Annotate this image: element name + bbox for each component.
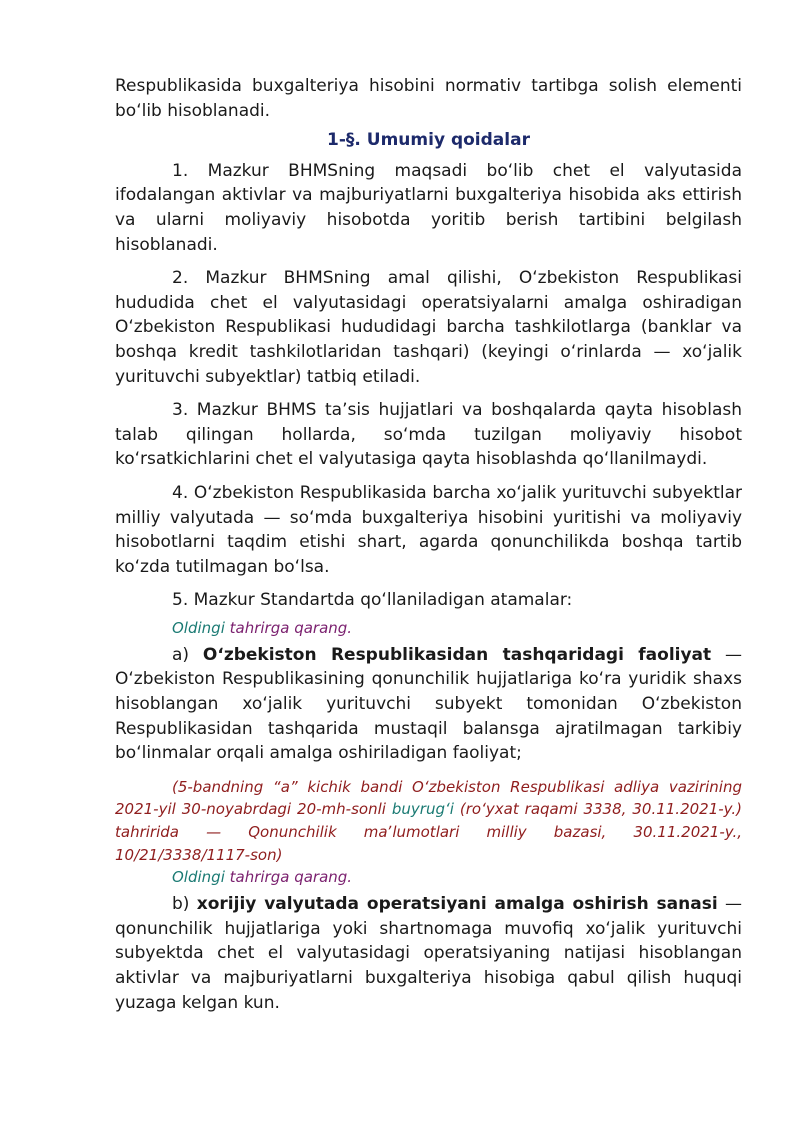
previous-word[interactable]: Oldingi bbox=[172, 618, 225, 637]
amendment-note bbox=[115, 776, 742, 866]
paragraph-5: 5. Mazkur Standartda qoʻllaniladigan atamalar: bbox=[172, 590, 573, 611]
previous-edition-link-2[interactable] bbox=[115, 866, 742, 888]
paragraph-1: 1. Mazkur BHMSning maqsadi boʻlib chet el valyutasida ifodalangan aktivlar va majburiyatlarni buxgalteriya hisobida aks ettirish va ularni moliyaviy hisobotda yoritib berish tartibini belgilash hisoblanadi. bbox=[115, 160, 742, 255]
order-link[interactable]: buyrugʻi bbox=[391, 800, 454, 819]
previous-word[interactable]: Oldingi bbox=[172, 868, 225, 887]
intro-paragraph: Respublikasida buxgalteriya hisobini normativ tartibga solish elementi boʻlib hisoblanadi. bbox=[115, 76, 742, 121]
edition-link-text[interactable]: tahrirga qarang. bbox=[229, 618, 353, 637]
item-a-marker: a) bbox=[172, 644, 190, 665]
paragraph-3: 3. Mazkur BHMS taʼsis hujjatlari va boshqalarda qayta hisoblash talab qilingan hollarda, soʻmda tuzilgan moliyaviy hisobot koʻrsatkichlarini chet el valyutasiga qayta hisoblashda qoʻllanilmaydi. bbox=[115, 400, 742, 470]
paragraph-2: 2. Mazkur BHMSning amal qilishi, Oʻzbekiston Respublikasi hududida chet el valyutasidagi operatsiyalarni amalga oshiradigan Oʻzbekiston Respublikasi hududidagi barcha tashkilotlarga (banklar va boshqa kredit tashkilotlaridan tashqari) (keyingi oʻrinlarda — xoʻjalik yurituvchi subyektlar) tatbiq etiladi. bbox=[115, 268, 742, 387]
amendment-note-part2: (roʻyxat raqami 3338, 30.11.2021-y.) tahririda — Qonunchilik maʼlumotlari milliy bazasi, 30.11.2021-y., 10/21/3338/1117-son) bbox=[115, 800, 742, 864]
section-heading: 1-§. Umumiy qoidalar bbox=[327, 130, 530, 151]
item-b bbox=[115, 892, 742, 1015]
item-b-term: xorijiy valyutada operatsiyani amalga oshirish sanasi bbox=[196, 894, 718, 915]
paragraph-4: 4. Oʻzbekiston Respublikasida barcha xoʻjalik yurituvchi subyektlar milliy valyutada — soʻmda buxgalteriya hisobini yuritishi va moliyaviy hisobotlarni taqdim etishi shart, agarda qonunchilikda boshqa tartib koʻzda tutilmagan boʻlsa. bbox=[115, 482, 742, 577]
item-b-definition: — qonunchilik hujjatlariga yoki shartnomaga muvofiq xoʻjalik yurituvchi subyektda chet el valyutasidagi operatsiyaning natijasi hisoblangan aktivlar va majburiyatlarni buxgalteriya hisobiga qabul qilish huquqi yuzaga kelgan kun. bbox=[115, 894, 742, 1013]
item-a-definition: — Oʻzbekiston Respublikasining qonunchilik hujjatlariga koʻra yuridik shaxs hisoblangan xoʻjalik yurituvchi subyekt tomonidan Oʻzbekiston Respublikasidan tashqarida mustaqil balansga ajratilmagan tarkibiy boʻlinmalar orqali amalga oshiriladigan faoliyat; bbox=[115, 644, 743, 764]
amendment-note-part1: (5-bandning “a” kichik bandi Oʻzbekiston Respublikasi adliya vazirining 2021-yil 30-noyabrdagi 20-mh-sonli bbox=[115, 777, 742, 819]
previous-edition-link-1[interactable] bbox=[115, 617, 742, 639]
edition-link-text[interactable]: tahrirga qarang. bbox=[229, 868, 353, 887]
item-b-marker: b) bbox=[172, 894, 190, 915]
item-a-term: Oʻzbekiston Respublikasidan tashqaridagi faoliyat bbox=[202, 644, 712, 665]
item-a bbox=[115, 643, 742, 766]
